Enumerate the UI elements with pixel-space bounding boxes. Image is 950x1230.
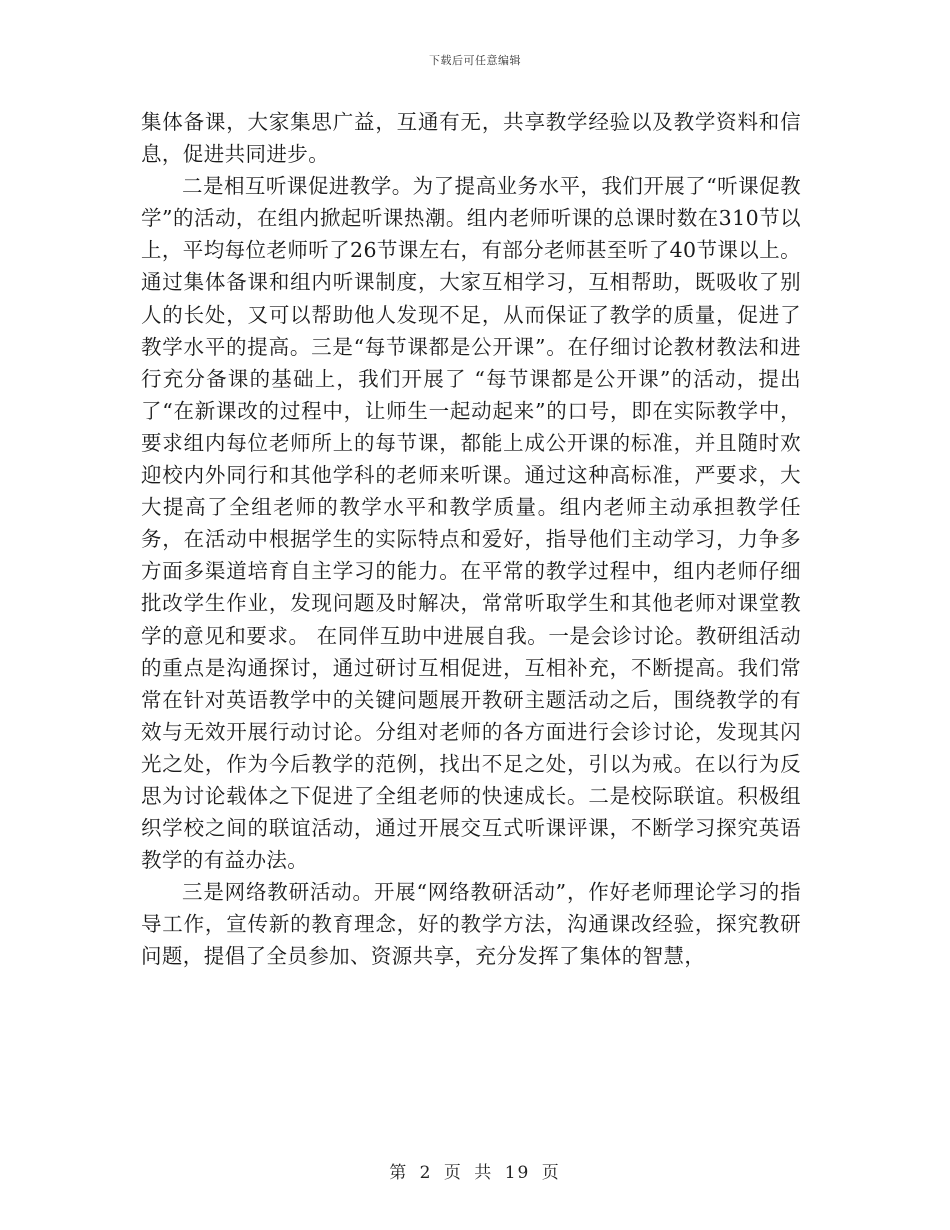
document-body: [141, 106, 801, 973]
page-number-footer: 第 2 页 共 19 页: [389, 1163, 561, 1183]
paragraph-3: 三是网络教研活动。开展“网络教研活动”，作好老师理论学习的指导工作，宣传新的教育理念，好的教学方法，沟通课改经验，探究教研问题，提倡了全员参加、资源共享，充分发挥了集体的智慧，: [141, 880, 801, 969]
page-header: 下载后可任意编辑: [429, 54, 521, 67]
paragraph-2: 二是相互听课促进教学。为了提高业务水平，我们开展了“听课促教学”的活动，在组内掀起听课热潮。组内老师听课的总课时数在310节以上，平均每位老师听了26节课左右，有部分老师甚至听了40节课以上。通过集体备课和组内听课制度，大家互相学习，互相帮助，既吸收了别人的长处，又可以帮助他人发现不足，从而保证了教学的质量，促进了教学水平的提高。三是“每节课都是公开课”。在仔细讨论教材教法和进行充分备课的基础上，我们开展了 “每节课都是公开课”的活动，提出了“在新课改的过程中，让师生一起动起来”的口号，即在实际教学中，要求组内每位老师所上的每节课，都能上成公开课的标准，并且随时欢迎校内外同行和其他学科的老师来听课。通过这种高标准，严要求，大大提高了全组老师的教学水平和教学质量。组内老师主动承担教学任务，在活动中根据学生的实际特点和爱好，指导他们主动学习，力争多方面多渠道培育自主学习的能力。在平常的教学过程中，组内老师仔细批改学生作业，发现问题及时解决，常常听取学生和其他老师对课堂教学的意见和要求。 在同伴互助中进展自我。一是会诊讨论。教研组活动的重点是沟通探讨，通过研讨互相促进，互相补充，不断提高。我们常常在针对英语教学中的关键问题展开教研主题活动之后，围绕教学的有效与无效开展行动讨论。分组对老师的各方面进行会诊讨论，发现其闪光之处，作为今后教学的范例，找出不足之处，引以为戒。在以行为反思为讨论载体之下促进了全组老师的快速成长。二是校际联谊。积极组织学校之间的联谊活动，通过开展交互式听课评课，不断学习探究英语教学的有益办法。: [141, 174, 801, 873]
paragraph-1: 集体备课，大家集思广益，互通有无，共享教学经验以及教学资料和信息，促进共同进步。: [141, 110, 801, 167]
